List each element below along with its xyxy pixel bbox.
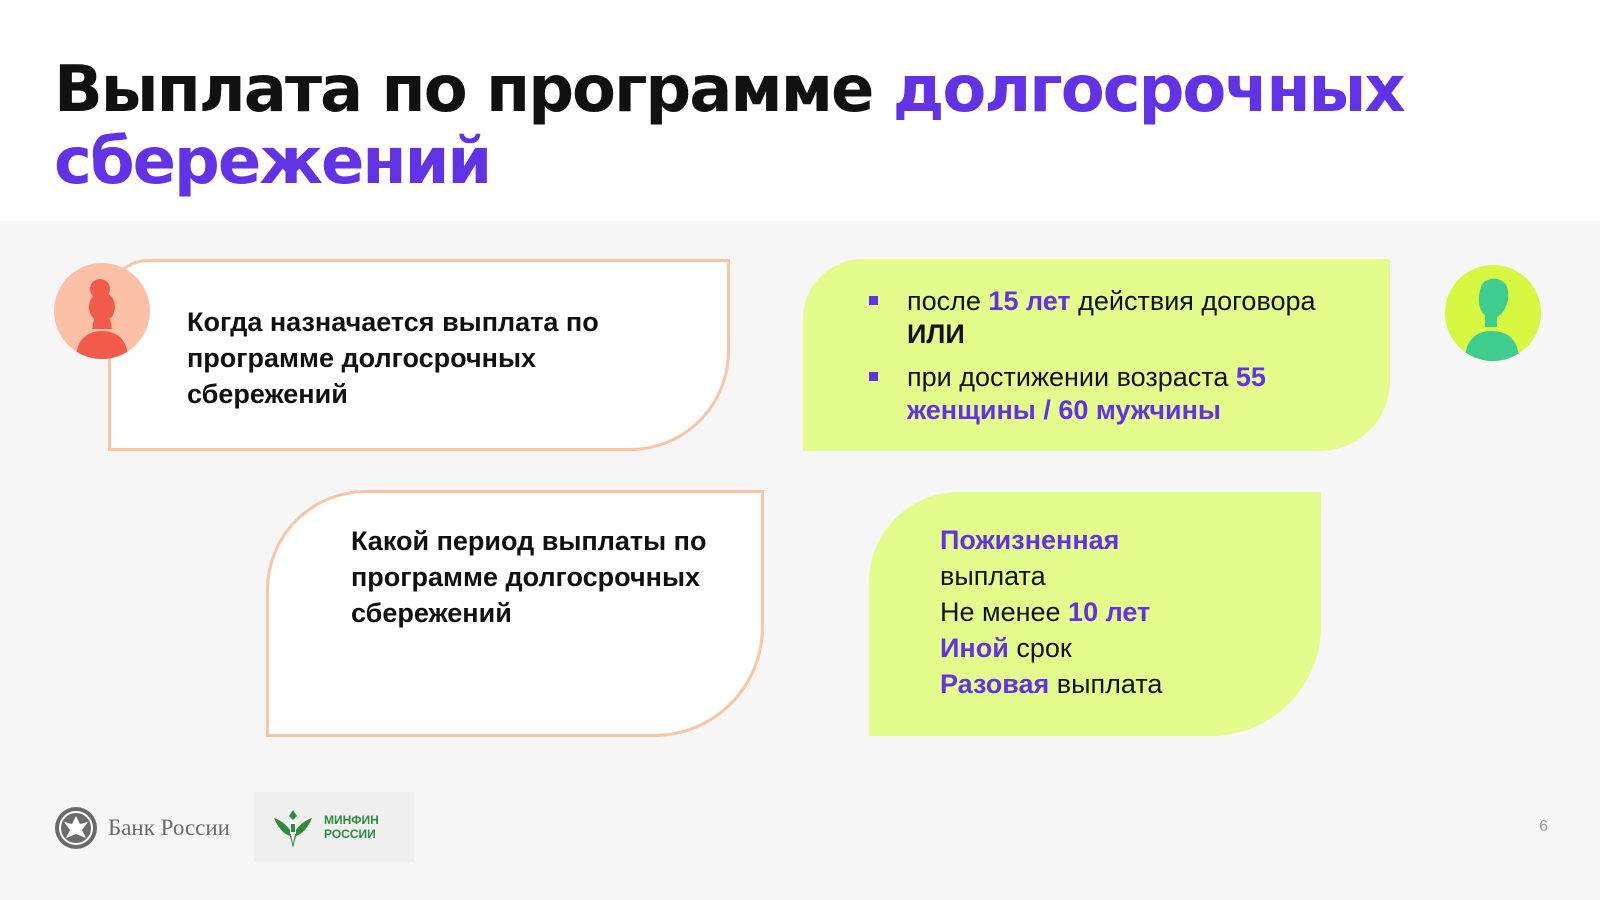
bank-of-russia-emblem-icon [54, 806, 98, 850]
answer-when-list [869, 285, 1369, 437]
title-part-1: Выплата по программе [54, 53, 893, 127]
question-card-period [266, 490, 764, 737]
list-item: при достижении возраста 55 женщины / 60 мужчины [869, 361, 1369, 427]
question-card-when [108, 259, 730, 451]
list-item: Пожизненная [940, 525, 1120, 555]
page-number: 6 [1539, 818, 1548, 835]
list-item: выплата [940, 561, 1046, 591]
question-period-text: Какой период выплаты по программе долгосрочных сбережений [351, 526, 707, 628]
woman-avatar-icon [54, 263, 150, 359]
minfin-text: МИНФИН РОССИИ [324, 813, 379, 841]
list-item: Не менее 10 лет [940, 597, 1151, 627]
minfin-logo [254, 792, 414, 862]
answer-card-period [869, 492, 1321, 736]
bank-of-russia-logo [54, 806, 230, 850]
bank-of-russia-text: Банк России [108, 815, 230, 840]
minfin-eagle-icon [270, 804, 316, 850]
answer-period-lines [940, 522, 1162, 702]
list-item: Разовая выплата [940, 669, 1163, 699]
list-item: после 15 лет действия договора ИЛИ [869, 285, 1369, 351]
list-item: Иной срок [940, 633, 1072, 663]
title-part-2: долгосрочных сбережений [54, 53, 1404, 199]
question-when-text: Когда назначается выплата по программе долгосрочных сбережений [187, 307, 599, 409]
answer-card-when [803, 259, 1390, 451]
slide-header [0, 0, 1600, 221]
slide-title [54, 54, 1554, 198]
man-avatar-icon [1445, 265, 1541, 361]
